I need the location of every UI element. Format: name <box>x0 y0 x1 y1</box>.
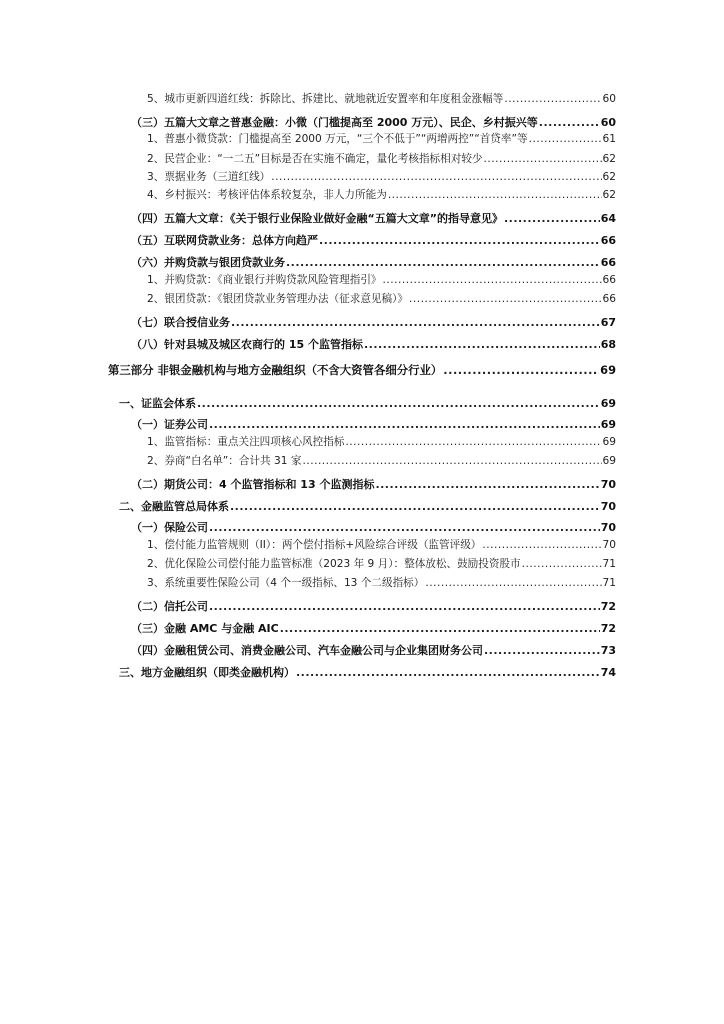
toc-entry[interactable] <box>147 434 616 449</box>
toc-entry-page: 61 <box>602 133 616 145</box>
toc-entry-page: 60 <box>602 93 616 105</box>
dot-leader <box>504 93 601 105</box>
toc-entry-title: （一）证券公司 <box>131 418 208 431</box>
toc-entry[interactable] <box>131 336 616 352</box>
dot-leader <box>425 577 601 589</box>
toc-entry[interactable] <box>119 498 616 514</box>
toc-entry-title: （一）保险公司 <box>131 521 208 534</box>
toc-entry-page: 62 <box>602 171 616 183</box>
dot-leader <box>443 363 599 377</box>
dot-leader <box>383 274 602 286</box>
toc-entry-page: 72 <box>600 622 616 635</box>
toc-entry-page: 69 <box>602 436 616 448</box>
toc-entry-title: （六）并购贷款与银团贷款业务 <box>131 256 285 269</box>
dot-leader <box>484 153 602 165</box>
dot-leader <box>345 436 601 448</box>
toc-entry[interactable] <box>131 114 616 130</box>
toc-entry[interactable] <box>131 598 616 614</box>
dot-leader <box>364 338 600 351</box>
toc-entry[interactable] <box>131 210 616 226</box>
toc-entry-page: 69 <box>602 455 616 467</box>
dot-leader <box>388 189 602 201</box>
toc-entry-page: 69 <box>600 363 616 377</box>
dot-leader <box>230 500 600 513</box>
toc-entry-page: 69 <box>600 418 616 431</box>
dot-leader <box>504 212 600 225</box>
dot-leader <box>529 133 602 145</box>
dot-leader <box>319 234 600 247</box>
toc-entry-title: 一、证监会体系 <box>119 397 196 410</box>
toc-entry-title: 第三部分 非银金融机构与地方金融组织（不含大资管各细分行业） <box>108 363 443 377</box>
toc-entry-page: 62 <box>602 153 616 165</box>
toc-entry-title: 2、银团贷款：《银团贷款业务管理办法（征求意见稿）》 <box>147 293 408 305</box>
toc-entry[interactable] <box>131 232 616 248</box>
toc-entry[interactable] <box>147 556 616 571</box>
toc-entry[interactable] <box>108 362 616 378</box>
toc-entry-title: 2、优化保险公司偿付能力监管标准（2023 年 9 月）：整体放松、鼓励投资股市 <box>147 558 521 570</box>
dot-leader <box>539 116 600 129</box>
toc-entry[interactable] <box>131 620 616 636</box>
toc-entry[interactable] <box>119 664 616 680</box>
dot-leader <box>197 397 600 410</box>
toc-entry[interactable] <box>119 395 616 411</box>
toc-entry-page: 70 <box>600 521 616 534</box>
toc-entry-page: 66 <box>602 274 616 286</box>
toc-entry-page: 67 <box>600 316 616 329</box>
toc-entry-title: （八）针对县城及城区农商行的 15 个监管指标 <box>131 338 363 351</box>
toc-entry[interactable] <box>131 476 616 492</box>
toc-entry[interactable] <box>147 151 616 166</box>
dot-leader <box>209 600 600 613</box>
dot-leader <box>522 558 602 570</box>
dot-leader <box>482 539 601 551</box>
toc-entry-page: 66 <box>600 234 616 247</box>
dot-leader <box>375 478 599 491</box>
toc-entry[interactable] <box>147 272 616 287</box>
toc-entry-page: 62 <box>602 189 616 201</box>
dot-leader <box>271 171 601 183</box>
toc-entry[interactable] <box>131 416 616 432</box>
dot-leader <box>484 644 600 657</box>
toc-entry[interactable] <box>147 537 616 552</box>
toc-entry-page: 60 <box>600 116 616 129</box>
toc-entry-page: 71 <box>602 577 616 589</box>
toc-entry-title: 三、地方金融组织（即类金融机构） <box>119 666 295 679</box>
toc-entry-title: 二、金融监管总局体系 <box>119 500 229 513</box>
dot-leader <box>302 455 601 467</box>
toc-entry-title: 3、票据业务（三道红线） <box>147 171 271 183</box>
toc-entry[interactable] <box>147 131 616 146</box>
toc-entry-title: （三）金融 AMC 与金融 AIC <box>131 622 279 635</box>
toc-entry-page: 72 <box>600 600 616 613</box>
toc-entry-title: （二）信托公司 <box>131 600 208 613</box>
toc-entry[interactable] <box>147 169 616 184</box>
dot-leader <box>209 418 600 431</box>
toc-entry-title: 3、系统重要性保险公司（4 个一级指标、13 个二级指标） <box>147 577 425 589</box>
toc-entry-title: （四）金融租赁公司、消费金融公司、汽车金融公司与企业集团财务公司 <box>131 644 483 657</box>
toc-entry-title: 1、偿付能力监管规则（II）：两个偿付指标+风险综合评级（监管评级） <box>147 539 482 551</box>
toc-entry-title: 5、城市更新四道红线：拆除比、拆建比、就地就近安置率和年度租金涨幅等 <box>147 93 504 105</box>
toc-entry[interactable] <box>131 519 616 535</box>
toc-entry-title: （三）五篇大文章之普惠金融：小微（门槛提高至 2000 万元）、民企、乡村振兴等 <box>131 116 538 129</box>
toc-entry-page: 71 <box>602 558 616 570</box>
toc-entry-page: 70 <box>600 478 616 491</box>
toc-entry[interactable] <box>131 254 616 270</box>
toc-entry-page: 74 <box>600 666 616 679</box>
toc-entry-page: 73 <box>600 644 616 657</box>
toc-entry[interactable] <box>147 291 616 306</box>
toc-entry-title: （五）互联网贷款业务：总体方向趋严 <box>131 234 318 247</box>
toc-entry-page: 64 <box>600 212 616 225</box>
toc-entry-title: （四）五篇大文章：《关于银行业保险业做好金融“五篇大文章”的指导意见》 <box>131 212 503 225</box>
toc-entry[interactable] <box>147 187 616 202</box>
toc-entry-title: 2、民营企业：“一二五”目标是否在实施不确定，量化考核指标相对较少 <box>147 153 483 165</box>
toc-entry-page: 70 <box>600 500 616 513</box>
toc-entry[interactable] <box>147 453 616 468</box>
dot-leader <box>209 521 600 534</box>
toc-entry-page: 70 <box>602 539 616 551</box>
toc-entry[interactable] <box>147 91 616 106</box>
toc-entry-title: 4、乡村振兴：考核评估体系较复杂，非人力所能为 <box>147 189 387 201</box>
toc-entry[interactable] <box>131 642 616 658</box>
toc-entry[interactable] <box>131 314 616 330</box>
toc-entry[interactable] <box>147 575 616 590</box>
toc-entry-page: 68 <box>600 338 616 351</box>
toc-entry-title: 1、并购贷款：《商业银行并购贷款风险管理指引》 <box>147 274 382 286</box>
toc-entry-page: 66 <box>602 293 616 305</box>
toc-entry-page: 69 <box>600 397 616 410</box>
dot-leader <box>409 293 602 305</box>
toc-entry-title: （七）联合授信业务 <box>131 316 230 329</box>
toc-entry-title: （二）期货公司：4 个监管指标和 13 个监测指标 <box>131 478 375 491</box>
dot-leader <box>286 256 600 269</box>
toc-entry-page: 66 <box>600 256 616 269</box>
dot-leader <box>231 316 600 329</box>
toc-entry-title: 1、普惠小微贷款：门槛提高至 2000 万元，“三个不低于”“两增两控”“首贷率”等 <box>147 133 528 145</box>
dot-leader <box>280 622 600 635</box>
toc-entry-title: 2、券商“白名单”：合计共 31 家 <box>147 455 302 467</box>
dot-leader <box>296 666 600 679</box>
toc-entry-title: 1、监管指标：重点关注四项核心风控指标 <box>147 436 345 448</box>
